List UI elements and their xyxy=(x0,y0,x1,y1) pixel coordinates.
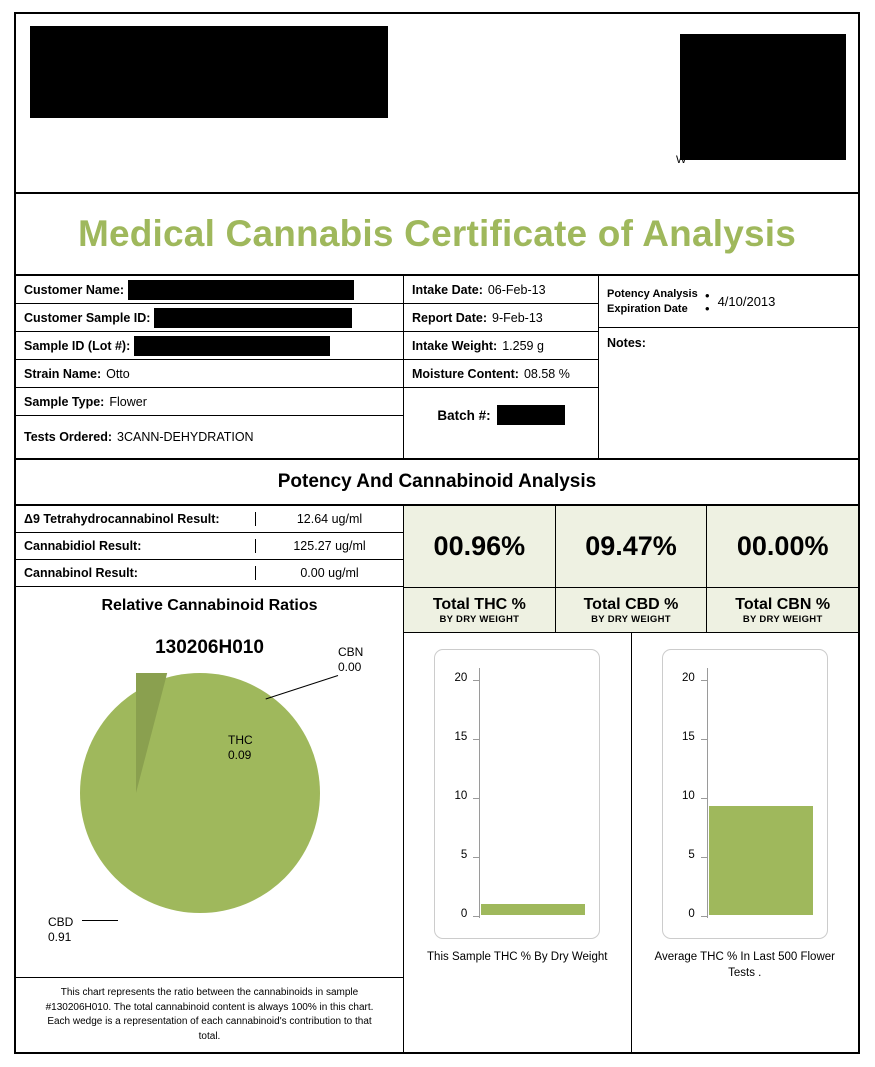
customer-name-row xyxy=(16,276,403,304)
potency-expiration-label-line1: Potency Analysis xyxy=(607,287,698,300)
total-thc-label-cell xyxy=(404,588,556,632)
cannabinoid-results-column xyxy=(16,506,404,1052)
cbd-result-value: 125.27 ug/ml xyxy=(255,539,403,553)
sample-bar-tick-10 xyxy=(454,790,479,802)
sample-type-value: Flower xyxy=(109,394,147,409)
intake-date-row xyxy=(404,276,598,304)
total-cbd-subtitle: BY DRY WEIGHT xyxy=(591,613,671,625)
cbn-result-label: Cannabinol Result: xyxy=(24,566,138,580)
average-bar-tick-0 xyxy=(688,908,707,920)
batch-row xyxy=(404,388,598,442)
average-bar-tick-label-10: 10 xyxy=(681,790,695,802)
batch-redacted xyxy=(497,405,565,425)
total-cbn-title: Total CBN % xyxy=(735,595,831,613)
sample-type-label: Sample Type: xyxy=(24,394,105,409)
sample-bar-plot-area xyxy=(434,649,600,939)
average-bar-tick-10 xyxy=(681,790,707,802)
sample-bar-y-axis xyxy=(479,668,480,918)
table-row xyxy=(16,506,403,533)
moisture-content-label: Moisture Content: xyxy=(412,366,519,381)
report-date-value: 9-Feb-13 xyxy=(492,310,543,325)
total-cbn-percent: 00.00% xyxy=(736,531,829,561)
sample-info-left-column xyxy=(16,276,404,458)
strain-name-value: Otto xyxy=(106,366,130,381)
pie-label-cbd xyxy=(48,915,73,945)
average-bar-caption: Average THC % In Last 500 Flower Tests . xyxy=(654,951,835,980)
total-thc-subtitle: BY DRY WEIGHT xyxy=(439,613,520,625)
intake-weight-value: 1.259 g xyxy=(502,338,544,353)
sample-bar-tick-label-10: 10 xyxy=(454,790,468,802)
sample-info-mid-column xyxy=(404,276,599,458)
tests-ordered-row xyxy=(16,416,403,458)
totals-and-bars-column xyxy=(404,506,858,1052)
average-bar-tick-20 xyxy=(681,672,707,684)
average-thc-bar xyxy=(709,806,813,915)
moisture-content-value: 08.58 % xyxy=(523,366,570,381)
sample-id-redacted xyxy=(134,336,330,356)
redacted-logo-block xyxy=(30,26,388,118)
sample-id-label: Sample ID (Lot #): xyxy=(24,338,131,353)
pie-label-thc xyxy=(228,733,253,763)
customer-sample-id-label: Customer Sample ID: xyxy=(24,310,151,325)
total-cbd-percent: 09.47% xyxy=(556,506,708,587)
average-thc-bar-chart xyxy=(632,633,859,1052)
average-bar-tick-label-5: 5 xyxy=(688,849,695,861)
total-cbd-label-cell xyxy=(556,588,708,632)
average-bar-tick-label-20: 20 xyxy=(681,672,695,684)
certificate-page xyxy=(14,12,860,1054)
total-thc-title: Total THC % xyxy=(432,595,526,613)
redacted-address-block xyxy=(680,34,846,160)
sample-bar-tick-15 xyxy=(454,731,479,743)
table-row xyxy=(16,560,403,587)
sample-bar-tick-label-20: 20 xyxy=(454,672,468,684)
potency-expiration-label xyxy=(607,287,703,317)
customer-sample-id-redacted xyxy=(154,308,352,328)
customer-name-label: Customer Name: xyxy=(24,282,125,297)
totals-label-row xyxy=(404,588,858,633)
sample-bar-caption: This Sample THC % By Dry Weight xyxy=(427,951,608,963)
thc-result-label: Δ9 Tetrahydrocannabinol Result: xyxy=(24,512,220,526)
bullet-separator-icon: • • xyxy=(705,287,710,316)
title-band xyxy=(16,194,858,276)
sample-type-row xyxy=(16,388,403,416)
totals-percent-row xyxy=(404,506,858,588)
sample-bar-tick-label-0: 0 xyxy=(460,908,468,920)
average-bar-tick-5 xyxy=(688,849,707,861)
total-cbn-label-cell xyxy=(707,588,858,632)
document-header xyxy=(16,14,858,194)
pie-chart-caption: This chart represents the ratio between the cannabinoids in sample #130206H010. The total cannabinoid content is always 100% in this chart. Each wedge is a representation of each cannabinoid's contribution to that total. xyxy=(16,977,403,1052)
pie-label-cbn-value: 0.00 xyxy=(338,660,362,674)
pie-leader-line-cbd xyxy=(82,920,118,921)
average-bar-y-axis xyxy=(707,668,708,918)
cbd-result-label: Cannabidiol Result: xyxy=(24,539,142,553)
pie-chart xyxy=(16,615,403,977)
tests-ordered-value: 3CANN-DEHYDRATION xyxy=(117,430,254,444)
address-tail-text: W xyxy=(676,154,687,166)
results-section xyxy=(16,506,858,1052)
intake-weight-label: Intake Weight: xyxy=(412,338,498,353)
moisture-content-row xyxy=(404,360,598,388)
intake-date-label: Intake Date: xyxy=(412,282,483,297)
bar-charts-row xyxy=(404,633,858,1052)
strain-name-label: Strain Name: xyxy=(24,366,102,381)
total-thc-percent: 00.96% xyxy=(404,506,556,587)
total-cbd-title: Total CBD % xyxy=(583,595,679,613)
pie-chart-sample-id: 130206H010 xyxy=(155,637,264,658)
sample-bar-tick-0 xyxy=(460,908,479,920)
potency-expiration-value: 4/10/2013 xyxy=(717,294,776,309)
total-cbn-subtitle: BY DRY WEIGHT xyxy=(742,613,823,625)
average-bar-plot-area xyxy=(662,649,828,939)
intake-date-value: 06-Feb-13 xyxy=(487,282,546,297)
intake-weight-row xyxy=(404,332,598,360)
strain-name-row xyxy=(16,360,403,388)
notes-cell xyxy=(599,328,858,444)
potency-expiration-label-line2: Expiration Date xyxy=(607,302,688,315)
sample-info-section xyxy=(16,276,858,460)
sample-thc-bar-chart xyxy=(404,633,632,1052)
table-row xyxy=(16,533,403,560)
thc-result-value: 12.64 ug/ml xyxy=(255,512,403,526)
sample-id-row xyxy=(16,332,403,360)
pie-label-cbn xyxy=(338,645,363,675)
potency-expiration-row xyxy=(599,276,858,328)
average-bar-tick-label-0: 0 xyxy=(688,908,695,920)
batch-label: Batch #: xyxy=(437,407,491,423)
pie-leader-line-cbn xyxy=(266,675,339,699)
report-date-row xyxy=(404,304,598,332)
pie-chart-title: Relative Cannabinoid Ratios xyxy=(101,597,318,614)
pie-label-thc-name: THC xyxy=(228,733,253,747)
sample-bar-tick-label-15: 15 xyxy=(454,731,468,743)
tests-ordered-label: Tests Ordered: xyxy=(24,430,112,444)
report-date-label: Report Date: xyxy=(412,310,488,325)
sample-bar-tick-label-5: 5 xyxy=(460,849,468,861)
sample-bar-tick-20 xyxy=(454,672,479,684)
pie-label-cbd-name: CBD xyxy=(48,915,74,929)
average-bar-tick-label-15: 15 xyxy=(681,731,695,743)
pie-chart-cbd-slice xyxy=(80,673,320,913)
customer-name-redacted xyxy=(128,280,354,300)
potency-section-heading: Potency And Cannabinoid Analysis xyxy=(16,460,858,506)
pie-label-cbd-value: 0.91 xyxy=(48,930,72,944)
notes-label: Notes: xyxy=(607,336,646,350)
average-bar-tick-15 xyxy=(681,731,707,743)
page-title: Medical Cannabis Certificate of Analysis xyxy=(77,213,797,254)
sample-info-right-column xyxy=(599,276,858,458)
cbn-result-value: 0.00 ug/ml xyxy=(255,566,403,580)
sample-thc-bar xyxy=(481,904,585,915)
pie-label-cbn-name: CBN xyxy=(338,645,364,659)
pie-label-thc-value: 0.09 xyxy=(228,748,252,762)
customer-sample-id-row xyxy=(16,304,403,332)
sample-bar-tick-5 xyxy=(460,849,479,861)
